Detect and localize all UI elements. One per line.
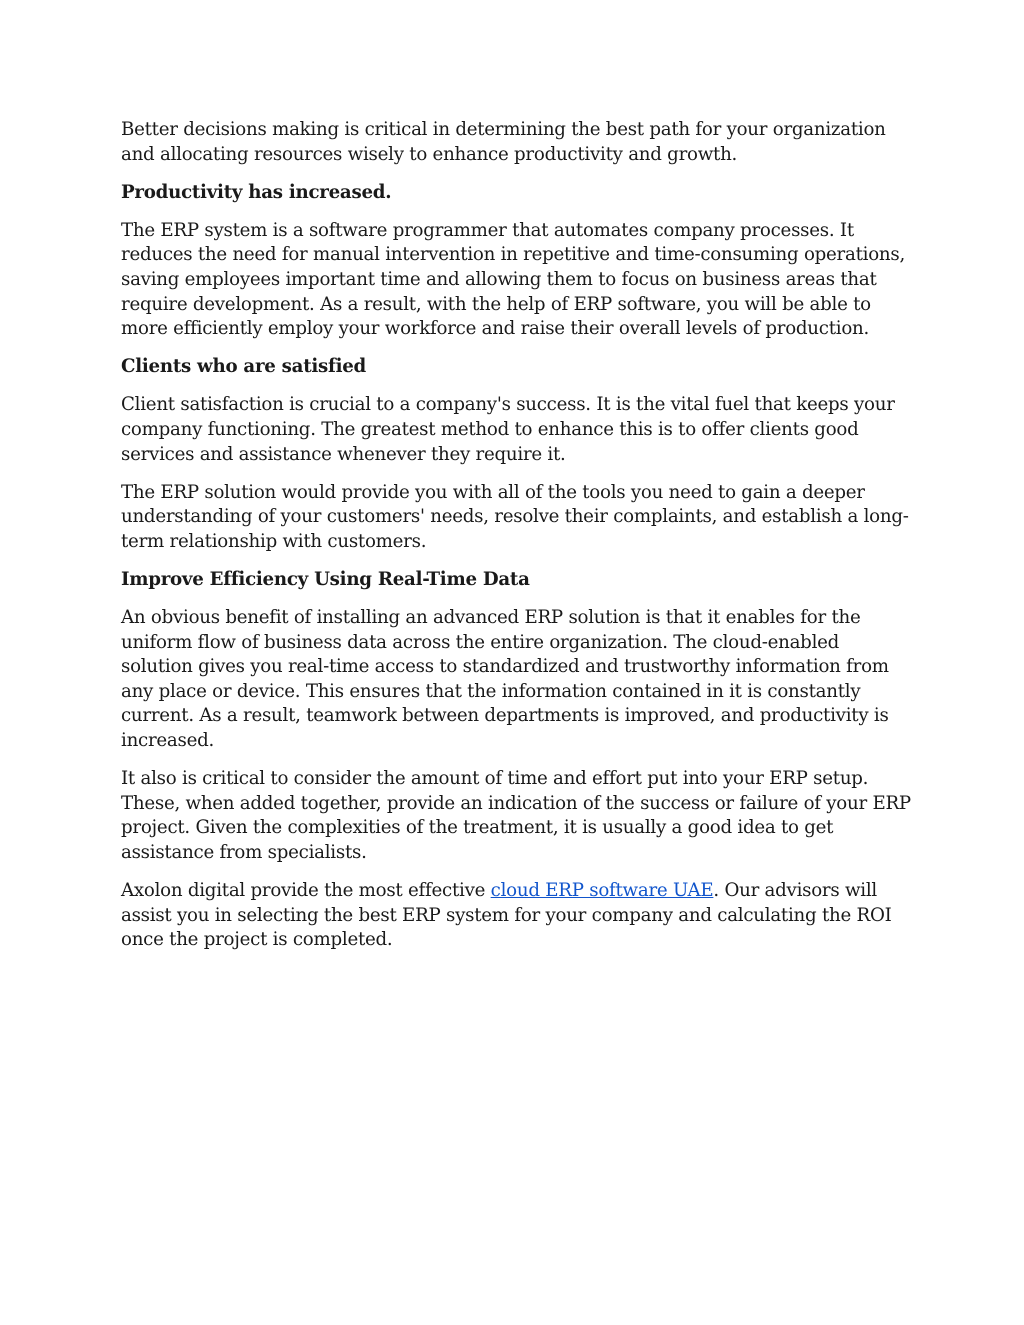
heading-productivity: Productivity has increased. <box>121 181 392 203</box>
paragraph-productivity: The ERP system is a software programmer that automates company processes. It reduces the need for manual intervention in repetitive and time-consuming operations, saving employees important time and allowing them to focus on business areas that require development. As a result, with the help of ERP software, you will be able to more efficiently employ your workforce and raise their overall levels of production. <box>121 219 905 340</box>
closing-paragraph <box>121 879 911 953</box>
paragraph-erp-tools: The ERP solution would provide you with all of the tools you need to gain a deeper understanding of your customers' needs, resolve their complaints, and establish a long-term relationship with customers. <box>121 481 909 552</box>
heading-real-time-data: Improve Efficiency Using Real-Time Data <box>121 568 530 590</box>
intro-paragraph: Better decisions making is critical in determining the best path for your organization and allocating resources wisely to enhance productivity and growth. <box>121 119 886 165</box>
document-page <box>121 118 911 966</box>
closing-text-after: . Our advisors will assist you in selecting the best ERP system for your company and calculating the ROI once the project is completed. <box>121 879 892 951</box>
cloud-erp-link[interactable]: cloud ERP software UAE <box>490 879 714 901</box>
paragraph-erp-setup: It also is critical to consider the amount of time and effort put into your ERP setup. These, when added together, provide an indication of the success or failure of your ERP project. Given the complexities of the treatment, it is usually a good idea to get assistance from specialists. <box>121 768 911 863</box>
paragraph-benefit: An obvious benefit of installing an advanced ERP solution is that it enables for the uniform flow of business data across the entire organization. The cloud-enabled solution gives you real-time access to standardized and trustworthy information from any place or device. This ensures that the information contained in it is constantly current. As a result, teamwork between departments is improved, and productivity is increased. <box>121 607 889 751</box>
paragraph-client-satisfaction: Client satisfaction is crucial to a company's success. It is the vital fuel that keeps your company functioning. The greatest method to enhance this is to offer clients good services and assistance whenever they require it. <box>121 394 895 465</box>
closing-text-before: Axolon digital provide the most effective <box>121 879 491 901</box>
heading-clients-satisfied: Clients who are satisfied <box>121 356 367 378</box>
